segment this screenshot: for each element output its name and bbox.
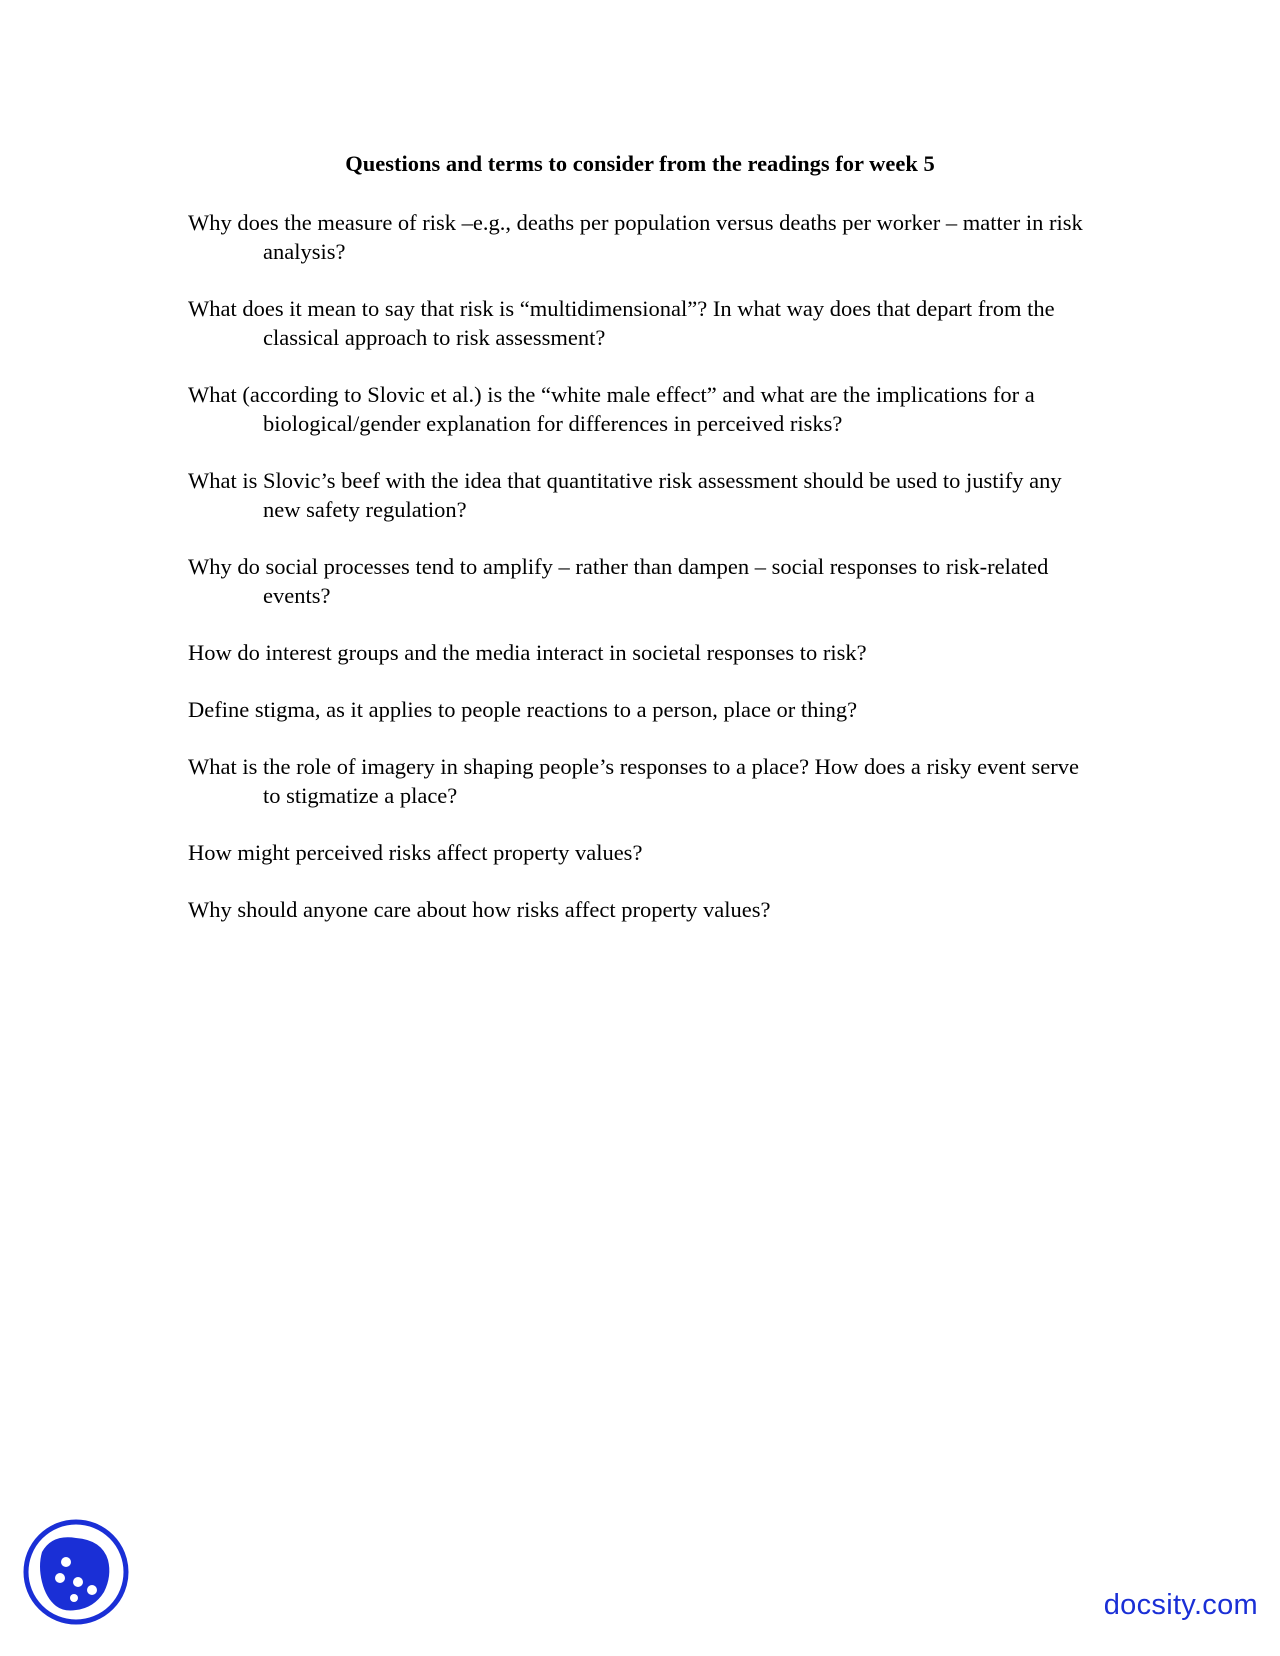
question-item: What (according to Slovic et al.) is the “white male effect” and what are the implications for a biological/gender explanation for differences in perceived risks? xyxy=(188,382,1035,436)
question-item: Why does the measure of risk –e.g., deaths per population versus deaths per worker – matter in risk analysis? xyxy=(188,210,1083,264)
docsity-logo-icon xyxy=(22,1518,130,1626)
docsity-watermark[interactable]: docsity.com xyxy=(1103,1589,1258,1621)
question-item: Why do social processes tend to amplify – rather than dampen – social responses to risk-related events? xyxy=(188,554,1049,608)
question-item: What is Slovic’s beef with the idea that quantitative risk assessment should be used to justify any new safety regulation? xyxy=(188,468,1062,522)
question-item: How do interest groups and the media interact in societal responses to risk? xyxy=(188,640,867,665)
page-title: Questions and terms to consider from the readings for week 5 xyxy=(345,151,935,176)
question-list xyxy=(188,208,1088,952)
question-item: Why should anyone care about how risks affect property values? xyxy=(188,897,771,922)
question-item: What does it mean to say that risk is “multidimensional”? In what way does that depart from the classical approach to risk assessment? xyxy=(188,296,1055,350)
question-item: Define stigma, as it applies to people reactions to a person, place or thing? xyxy=(188,697,858,722)
question-item: What is the role of imagery in shaping people’s responses to a place? How does a risky event serve to stigmatize a place? xyxy=(188,754,1079,808)
question-item: How might perceived risks affect property values? xyxy=(188,840,643,865)
